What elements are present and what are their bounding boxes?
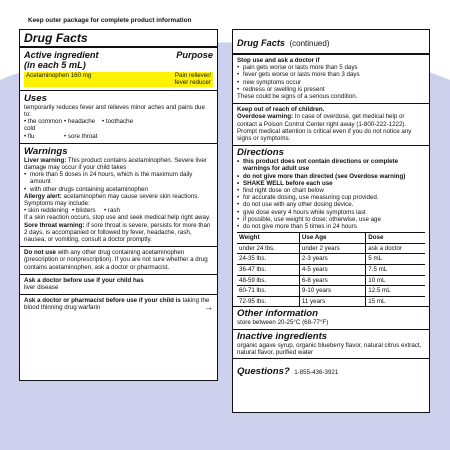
ask-pharmacist-text: Ask a doctor or pharmacist before use if your child is taking the blood thinning drug warfarin →	[24, 297, 213, 313]
liver-warning-list	[24, 171, 213, 193]
questions-section	[233, 359, 429, 381]
list-item: • rash	[104, 207, 134, 214]
list-item: • fever gets worse or lasts more than 3 days	[237, 71, 425, 78]
list-item: • find right dose on chart below	[237, 187, 425, 194]
ask-doctor-text: liver disease	[24, 284, 59, 292]
uses-item: • flu	[24, 133, 64, 140]
directions-list	[237, 158, 425, 230]
table-cell: 12.5 mL	[366, 286, 425, 297]
stop-use-section	[233, 55, 429, 104]
allergy-list	[24, 207, 213, 214]
continue-arrow-icon: →	[204, 302, 213, 313]
do-not-use-text: Do not use with any other drug containing acetaminophen (prescription or nonprescription). If you are not sure whether a drug contains acetaminophen, ask a doctor or pharmacist.	[24, 249, 208, 271]
uses-item: • sore throat	[64, 133, 102, 140]
table-cell: 5 mL	[366, 254, 425, 265]
keep-out-text: Keep out of reach of children.	[237, 106, 325, 114]
dosing-table	[237, 232, 425, 306]
list-item: • do not use with any other dosing device.	[237, 201, 425, 208]
uses-section	[20, 91, 217, 144]
ask-doctor-heading: Ask a doctor before use if your child has	[24, 276, 144, 284]
active-ingredient-sub: (in each 5 mL)	[24, 60, 86, 70]
list-item: • if possible, use weight to dose; otherwise, use age	[237, 216, 425, 223]
table-cell: 36-47 lbs.	[237, 265, 299, 276]
do-not-use-section	[20, 247, 217, 275]
other-info-text: store between 20-25°C (68-77°F)	[237, 319, 329, 327]
table-row	[237, 254, 425, 265]
table-cell: 24-35 lbs.	[237, 254, 299, 265]
purpose-heading: Purpose	[176, 50, 213, 60]
list-item: • do not give more than directed (see Overdose warning)	[237, 173, 425, 180]
table-cell: 72-95 lbs.	[237, 296, 299, 306]
uses-text: temporarily reduces fever and relieves minor aches and pains due to:	[24, 103, 205, 119]
list-item: • for accurate dosing, use measuring cup provided.	[237, 194, 425, 201]
uses-item: • the common cold	[24, 118, 64, 132]
drug-facts-title: Drug Facts	[24, 31, 88, 45]
table-cell: 6-8 years	[299, 275, 365, 286]
table-row	[237, 286, 425, 297]
drug-facts-title: Drug Facts	[237, 38, 285, 48]
list-item: • this product does not contain directions or complete warnings for adult use	[237, 158, 425, 172]
drug-facts-panel-left	[19, 29, 218, 381]
table-header: Use Age	[299, 233, 365, 244]
table-cell: 48-59 lbs.	[237, 275, 299, 286]
package-note: Keep outer package for complete product information	[28, 17, 192, 24]
table-cell: 9-10 years	[299, 286, 365, 297]
table-cell: 11 years	[299, 296, 365, 306]
table-cell: 60-71 lbs.	[237, 286, 299, 297]
table-header: Dose	[366, 233, 425, 244]
purpose-line2-row	[24, 79, 213, 86]
list-item: • redness or swelling is present	[237, 86, 425, 93]
keep-out-section	[233, 104, 429, 146]
ask-doctor-section	[20, 275, 217, 295]
active-ingredient-section	[20, 48, 217, 91]
uses-heading: Uses	[24, 92, 47, 104]
drug-facts-continued-header	[233, 30, 429, 55]
list-item: • give dose every 4 hours while symptoms last	[237, 209, 425, 216]
allergy-after: If a skin reaction occurs, stop use and seek medical help right away.	[24, 214, 211, 222]
table-header: Weight	[237, 233, 299, 244]
table-cell: 10 mL	[366, 275, 425, 286]
table-cell: under 2 years	[299, 243, 365, 254]
drug-facts-panel-right	[232, 29, 430, 413]
list-item: • with other drugs containing acetaminophen	[24, 186, 213, 193]
table-header-row	[237, 233, 425, 244]
table-cell: 2-3 years	[299, 254, 365, 265]
list-item: • more than 5 doses in 24 hours, which is the maximum daily amount	[24, 171, 213, 185]
other-info-heading: Other information	[237, 308, 319, 320]
list-item: • do not give more than 5 times in 24 hours	[237, 223, 425, 230]
table-row	[237, 275, 425, 286]
uses-item: • toothache	[102, 118, 142, 132]
list-item: • SHAKE WELL before each use	[237, 180, 425, 187]
questions-heading: Questions?	[237, 366, 290, 378]
inactive-ingredients-text: organic agave syrup, organic blueberry flavor, natural citrus extract, natural flavor, purified water	[237, 341, 422, 356]
list-item: • skin reddening	[24, 207, 72, 214]
warnings-heading: Warnings	[24, 145, 68, 157]
ingredient-row	[24, 72, 213, 79]
uses-list	[24, 118, 213, 140]
warnings-section	[20, 144, 217, 247]
overdose-warning: Overdose warning: In case of overdose, get medical help or contact a Poison Control Center right away (1-800-222-1222). Prompt medical attention is critical even if you do not notice any signs or symptoms.	[237, 113, 412, 143]
table-row	[237, 243, 425, 254]
list-item: • blisters	[72, 207, 104, 214]
allergy-alert: Allergy alert: acetaminophen may cause severe skin reactions. Symptoms may include:	[24, 192, 200, 208]
list-item: • pain gets worse or lasts more than 5 days	[237, 64, 425, 71]
continued-label: (continued)	[289, 39, 330, 48]
table-cell: ask a doctor	[366, 243, 425, 254]
liver-warning: Liver warning: This product contains acetaminophen. Severe liver damage may occur if your child takes	[24, 156, 207, 172]
purpose-line2: fever reducer	[174, 79, 211, 87]
directions-heading: Directions	[237, 147, 284, 159]
directions-section	[233, 146, 429, 307]
table-cell: under 24 lbs.	[237, 243, 299, 254]
purpose-line1: Pain reliever/	[174, 72, 211, 79]
sore-throat-warning: Sore throat warning: if sore throat is severe, persists for more than 2 days, is accompanied or followed by fever, headache, rash, nausea, or vomiting, consult a doctor promptly.	[24, 221, 211, 244]
ingredient-name: Acetaminophen 160 mg	[26, 72, 92, 79]
table-cell: 7.5 mL	[366, 265, 425, 276]
ask-pharmacist-section	[20, 295, 217, 313]
table-row	[237, 296, 425, 306]
inactive-ingredients-section	[233, 330, 429, 359]
stop-use-list	[237, 64, 425, 93]
other-info-section	[233, 307, 429, 329]
table-cell: 4-5 years	[299, 265, 365, 276]
stop-use-heading: Stop use and ask a doctor if	[237, 57, 320, 64]
stop-use-after: These could be signs of a serious condition.	[237, 93, 358, 101]
drug-facts-header	[20, 30, 217, 48]
table-row	[237, 265, 425, 276]
questions-phone: 1-855-436-3921	[294, 369, 339, 377]
list-item: • new symptoms occur	[237, 79, 425, 86]
active-ingredient-heading: Active ingredient	[24, 50, 99, 60]
table-cell: 15 mL	[366, 296, 425, 306]
inactive-ingredients-heading: Inactive ingredients	[237, 330, 328, 342]
uses-item: • headache	[64, 118, 102, 132]
